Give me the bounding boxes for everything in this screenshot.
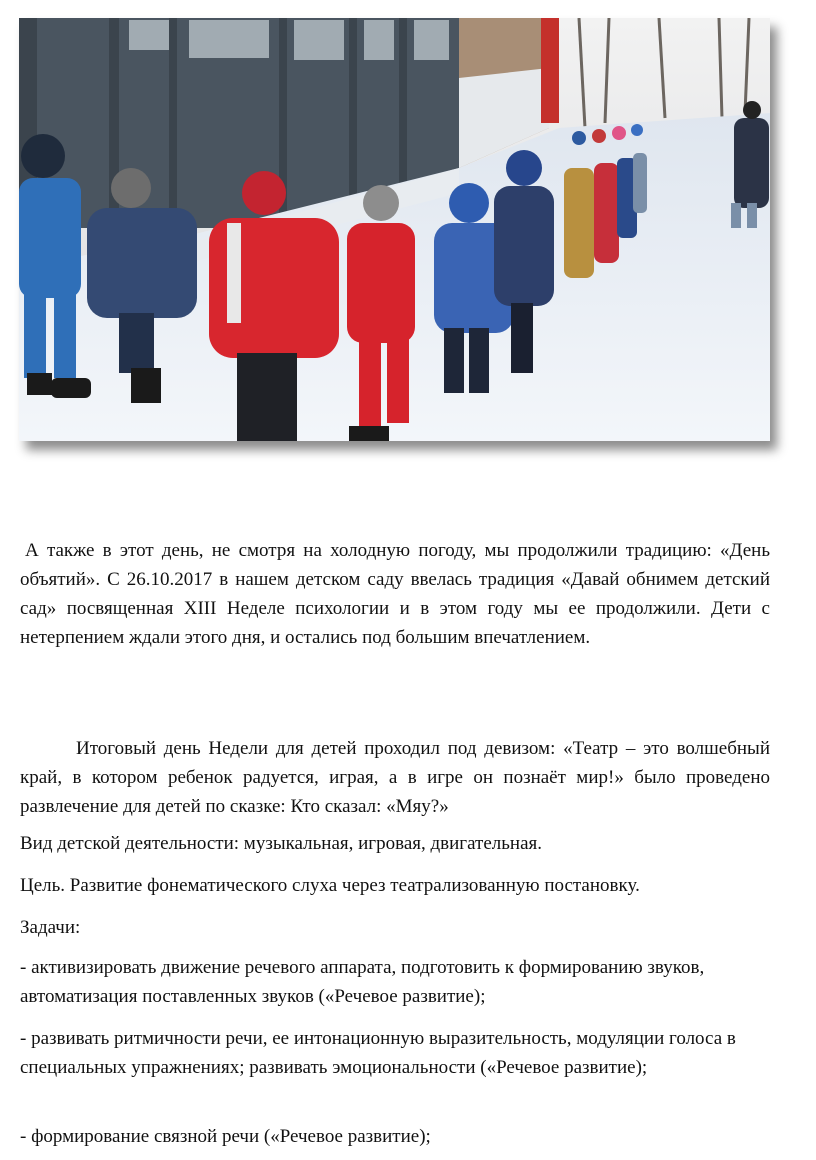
paragraph-activity-type: Вид детской деятельности: музыкальная, игровая, двигательная. — [20, 833, 542, 854]
photo-children-snow — [19, 18, 770, 441]
task-item-3: - формирование связной речи («Речевое развитие); — [20, 1126, 431, 1147]
paragraph-tasks-heading: Задачи: — [20, 917, 81, 938]
paragraph-hug-day: А также в этот день, не смотря на холодную погоду, мы продолжили традицию: «День объятий». С 26.10.2017 в нашем детском саду ввелась традиция «Давай обнимем детский сад» посвященная XIII Неделе психологии и в этом году мы ее продолжили. Дети с нетерпением ждали этого дня, и остались под большим впечатлением. — [20, 540, 770, 648]
task-item-2: - развивать ритмичности речи, ее интонационную выразительность, модуляции голоса в специальных упражнениях; развивать эмоциональности («Речевое развитие); — [20, 1028, 736, 1078]
paragraph-goal: Цель. Развитие фонематического слуха через театрализованную постановку. — [20, 875, 640, 896]
paragraph-final-day: Итоговый день Недели для детей проходил под девизом: «Театр – это волшебный край, в котором ребенок радуется, играя, а в игре он познаёт мир!» было проведено развлечение для детей по сказке: Кто сказал: «Мяу?» — [20, 738, 770, 817]
children-in-snow-photo — [19, 18, 770, 441]
task-item-1: - активизировать движение речевого аппарата, подготовить к формированию звуков, автоматизация поставленных звуков («Речевое развитие); — [20, 957, 705, 1007]
